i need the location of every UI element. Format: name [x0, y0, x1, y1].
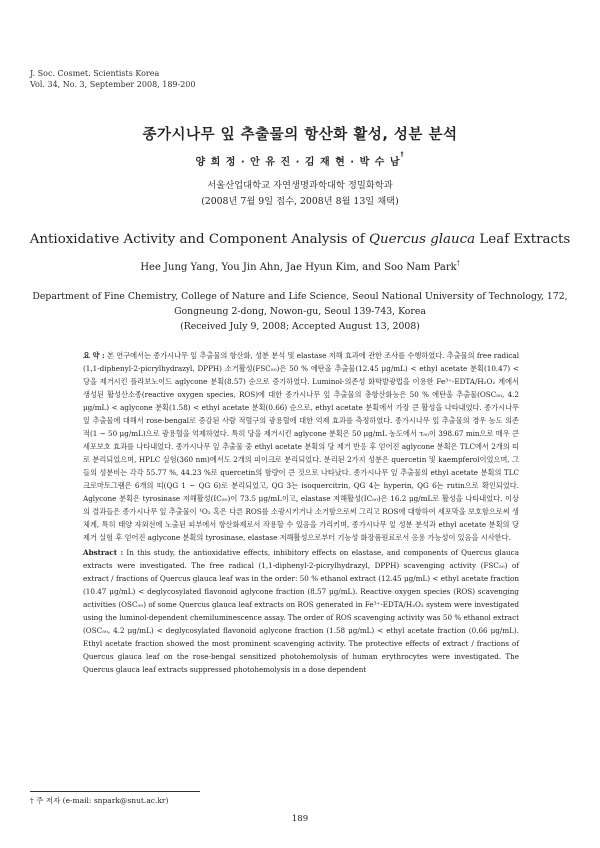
english-title-species: Quercus glauca — [369, 232, 476, 247]
korean-title: 종가시나무 잎 추출물의 항산화 활성, 성분 분석 — [142, 127, 458, 143]
english-title-part1: Antioxidative Activity and Component Analysis of — [29, 232, 370, 247]
english-dates: (Received July 9, 2008; Accepted August 13, 2008) — [180, 321, 420, 332]
english-title — [0, 232, 600, 247]
english-abstract — [83, 546, 519, 676]
english-abstract-text: In this study, the antioxidative effects, inhibitory effects on elastase, and components of Quercus glauca extracts were investigated. The free radical (1,1-diphenyl-2-picrylhydrazyl, DPPH) scavenging activity (FSC₅₀) of extract / fractions of Quercus glauca leaf was in the order: 50 % ethanol extract (12.45 μg/mL) < ethyl acetate fraction (10.47 μg/mL) < deglycosylated flavonoid aglycone fraction (8.57 μg/mL). Reactive oxygen species (ROS) scavenging activities (OSC₅₀) of some Quercus glauca leaf extracts on ROS generated in Fe³⁺-EDTA/H₂O₂ system were investigated using the luminol-dependent chemiluminescence assay. The order of ROS scavenging activity was 50 % ethanol extract (OSC₅₀, 4.2 μg/mL) < deglycosylated flavonoid aglycone fraction (1.58 μg/mL) < ethyl acetate fraction (0.66 μg/mL). Ethyl acetate fraction showed the most prominent scavenging activity. The protective effects of extract / fractions of Quercus glauca leaf on the rose-bengal sensitized photohemolysis of human erythrocytes were investigated. The Quercus glauca leaf extracts suppressed photohemolysis in a dose dependent — [83, 548, 519, 674]
journal-name: J. Soc. Cosmet. Scientists Korea — [30, 69, 160, 78]
korean-affiliation-name: 서울산업대학교 자연생명과학대학 정밀화학과 — [207, 180, 393, 191]
korean-dates: (2008년 7월 9일 접수, 2008년 8월 13일 채택) — [201, 196, 399, 207]
korean-author-names: 양 희 정 · 안 유 진 · 김 재 현 · 박 수 남 — [195, 157, 401, 168]
english-affiliation-line2: Gongneung 2-dong, Nowon-gu, Seoul 139-743, Korea — [174, 306, 426, 317]
korean-affiliation — [0, 178, 600, 210]
footnote-divider — [30, 791, 200, 792]
english-authors — [0, 262, 600, 273]
page-number: 189 — [291, 814, 309, 824]
korean-authors — [0, 153, 600, 168]
korean-abstract-text: 본 연구에서는 종가시나무 잎 추출물의 항산화, 성분 분석 및 elastase 저해 효과에 관한 조사를 수행하였다. 추출물의 free radical (1,1-diphenyl-2-picrylhydrazyl, DPPH) 소거활성(FSC₅₀)은 50 % 에탄올 추출물(12.45 μg/mL) < ethyl acetate 분획(10.47) < 당을 제거시킨 플라보노이드 aglycone 분획(8.57) 순으로 증가하였다. Luminol-의존성 화학발광법을 이용한 Fe³⁺-EDTA/H₂O₂ 계에서 생성된 활성산소종(reactive oxygen species, ROS)에 대한 종가시나무 잎 추출물의 총항산화능은 50 % 에탄올 추출물(OSC₅₀, 4.2 μg/mL) < aglycone 분획(1.58) < ethyl acetate 분획(0.66) 순으로, ethyl acetate 분획에서 가장 큰 활성을 나타내었다. 종가시나무 잎 추출물에 대해서 rose-bengal로 증감된 사람 적혈구의 광용혈에 대한 억제 효과를 측정하였다. 종가시나무 잎 추출물의 경우 농도 의존적(1 ~ 50 μg/mL)으로 광용혈을 억제하였다. 특히 당을 제거시킨 aglycone 분획은 50 μg/mL 농도에서 τ₅₀이 398.67 min으로 매우 큰 세포보호 효과를 나타내었다. 종가시나무 잎 추출물 중 ethyl acetate 분획의 당 제거 반응 후 얻어진 aglycone 분획은 TLC에서 2개의 띠로 분리되었으며, HPLC 실험(360 nm)에서도 2개의 피이크로 분리되었다. 분리된 2가지 성분은 quercetin 및 kaempferol이었으며, 그들의 성분비는 각각 55.77 %, 44.23 %로 quercetin의 함량이 큰 것으로 나타났다. 종가시나무 잎 추출물의 ethyl acetate 분획의 TLC 크로마토그램은 6개의 띠(QG 1 ~ QG 6)로 분리되었고, QG 3는 isoquercitrin, QG 4는 hyperin, QG 6는 rutin으로 확인되었다. Aglycone 분획은 tyrosinase 저해활성(IC₅₀)이 73.5 μg/mL이고, elastase 저해활성(IC₅₀)은 16.2 μg/mL로 활성을 나타내었다. 이상의 결과들은 종가시나무 잎 추출물이 ¹O₂ 혹은 다른 ROS를 소광시키거나 소거함으로써 그리고 ROS에 대항하여 세포막을 보호함으로써 생체계, 특히 태양 자외선에 노출된 피부에서 항산화제로서 작용할 수 있음을 가리키며, 종가시나무 잎 성분 분석과 ethyl acetate 분획의 당 제거 실험 후 얻어진 aglycone 분획의 tyrosinase, elastase 저해활성으로부터 기능성 화장품원료로서 응용 가능성이 있음을 시사한다. — [83, 351, 519, 542]
corresponding-mark: † — [400, 151, 405, 158]
english-author-names: Hee Jung Yang, You Jin Ahn, Jae Hyun Kim, and Soo Nam Park — [140, 262, 457, 273]
journal-volume: Vol. 34, No. 3, September 2008, 189-200 — [30, 80, 196, 89]
english-title-part2: Leaf Extracts — [475, 232, 571, 247]
english-affiliation-line1: Department of Fine Chemistry, College of Nature and Life Science, Seoul National University of Technology, 172, — [32, 291, 568, 302]
footnote: † 주 저자 (e-mail: snpark@snut.ac.kr) — [30, 796, 169, 805]
english-affiliation — [0, 289, 600, 334]
english-corresponding-mark: † — [456, 260, 460, 267]
english-abstract-label: Abstract : — [83, 548, 124, 557]
journal-header — [30, 68, 196, 90]
korean-abstract — [83, 349, 519, 544]
korean-abstract-label: 요 약 : — [83, 351, 105, 360]
